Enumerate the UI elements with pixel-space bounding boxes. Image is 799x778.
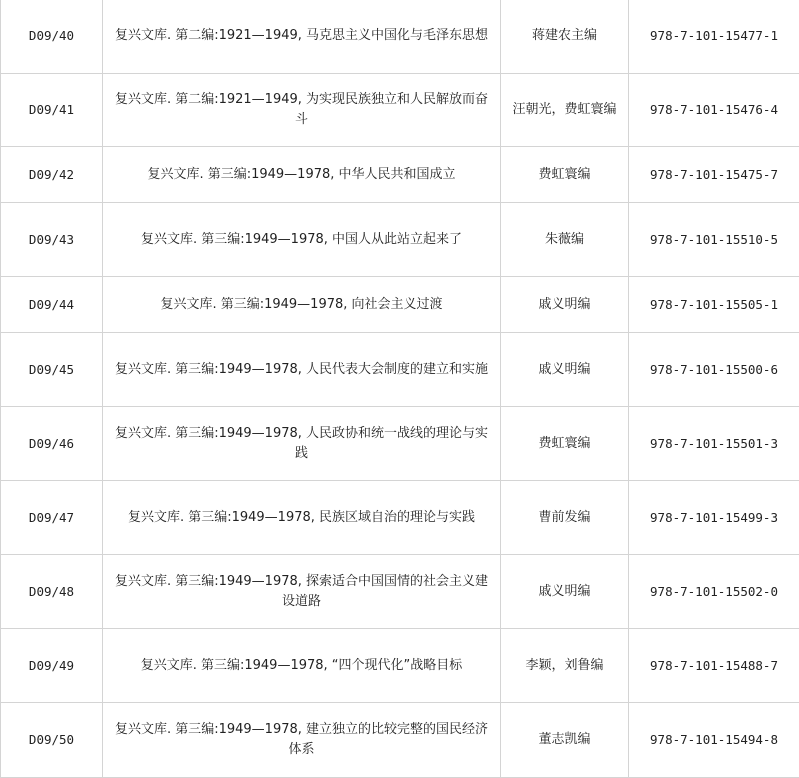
- call-number-cell: D09/46: [1, 407, 103, 481]
- table-row: [1, 555, 799, 629]
- author-cell: 戚义明编: [501, 333, 629, 407]
- title-cell: 复兴文库. 第三编:1949—1978, 人民代表大会制度的建立和实施: [103, 333, 501, 407]
- call-number-cell: D09/43: [1, 203, 103, 277]
- author-cell: 曹前发编: [501, 481, 629, 555]
- call-number-cell: D09/41: [1, 74, 103, 147]
- call-number-cell: D09/42: [1, 147, 103, 203]
- table-row: [1, 74, 799, 147]
- table-row: [1, 0, 799, 74]
- author-cell: 蒋建农主编: [501, 0, 629, 74]
- call-number-cell: D09/45: [1, 333, 103, 407]
- author-cell: 戚义明编: [501, 277, 629, 333]
- isbn-cell: 978-7-101-15477-1: [629, 0, 799, 74]
- call-number-cell: D09/44: [1, 277, 103, 333]
- table-row: [1, 333, 799, 407]
- table-row: [1, 703, 799, 778]
- table-row: [1, 277, 799, 333]
- table-row: [1, 407, 799, 481]
- title-cell: 复兴文库. 第三编:1949—1978, 民族区域自治的理论与实践: [103, 481, 501, 555]
- isbn-cell: 978-7-101-15494-8: [629, 703, 799, 778]
- isbn-cell: 978-7-101-15510-5: [629, 203, 799, 277]
- title-cell: 复兴文库. 第三编:1949—1978, “四个现代化”战略目标: [103, 629, 501, 703]
- isbn-cell: 978-7-101-15499-3: [629, 481, 799, 555]
- title-cell: 复兴文库. 第三编:1949—1978, 人民政协和统一战线的理论与实践: [103, 407, 501, 481]
- author-cell: 董志凯编: [501, 703, 629, 778]
- title-cell: 复兴文库. 第二编:1921—1949, 马克思主义中国化与毛泽东思想: [103, 0, 501, 74]
- call-number-cell: D09/50: [1, 703, 103, 778]
- isbn-cell: 978-7-101-15502-0: [629, 555, 799, 629]
- title-cell: 复兴文库. 第三编:1949—1978, 中国人从此站立起来了: [103, 203, 501, 277]
- isbn-cell: 978-7-101-15488-7: [629, 629, 799, 703]
- table-row: [1, 629, 799, 703]
- table-row: [1, 203, 799, 277]
- isbn-cell: 978-7-101-15500-6: [629, 333, 799, 407]
- call-number-cell: D09/48: [1, 555, 103, 629]
- isbn-cell: 978-7-101-15476-4: [629, 74, 799, 147]
- title-cell: 复兴文库. 第三编:1949—1978, 建立独立的比较完整的国民经济体系: [103, 703, 501, 778]
- title-cell: 复兴文库. 第三编:1949—1978, 中华人民共和国成立: [103, 147, 501, 203]
- author-cell: 戚义明编: [501, 555, 629, 629]
- author-cell: 朱薇编: [501, 203, 629, 277]
- author-cell: 李颖，刘鲁编: [501, 629, 629, 703]
- isbn-cell: 978-7-101-15505-1: [629, 277, 799, 333]
- isbn-cell: 978-7-101-15501-3: [629, 407, 799, 481]
- title-cell: 复兴文库. 第三编:1949—1978, 探索适合中国国情的社会主义建设道路: [103, 555, 501, 629]
- call-number-cell: D09/49: [1, 629, 103, 703]
- title-cell: 复兴文库. 第二编:1921—1949, 为实现民族独立和人民解放而奋斗: [103, 74, 501, 147]
- table-row: [1, 147, 799, 203]
- call-number-cell: D09/47: [1, 481, 103, 555]
- call-number-cell: D09/40: [1, 0, 103, 74]
- table-row: [1, 481, 799, 555]
- author-cell: 汪朝光，费虹寰编: [501, 74, 629, 147]
- title-cell: 复兴文库. 第三编:1949—1978, 向社会主义过渡: [103, 277, 501, 333]
- author-cell: 费虹寰编: [501, 147, 629, 203]
- author-cell: 费虹寰编: [501, 407, 629, 481]
- isbn-cell: 978-7-101-15475-7: [629, 147, 799, 203]
